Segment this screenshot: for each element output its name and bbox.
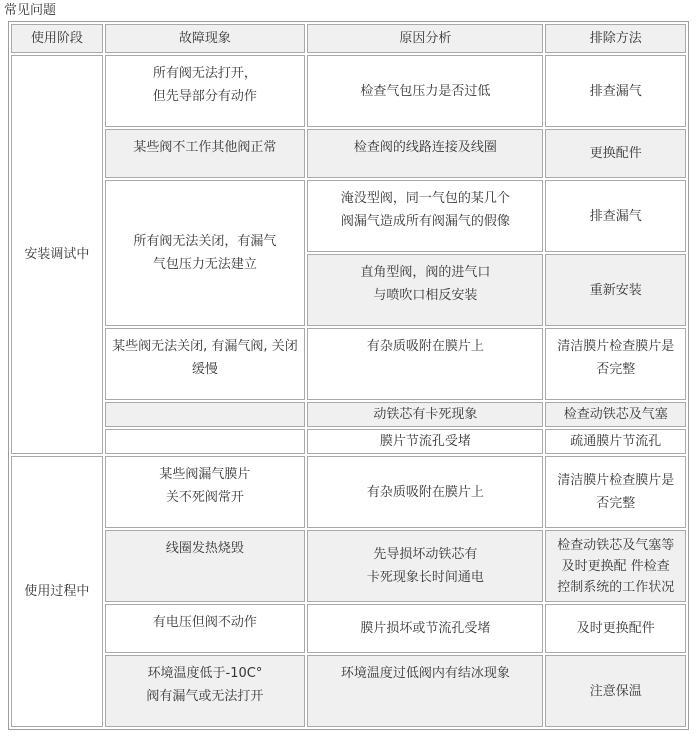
table-row [11,328,686,400]
table-row [11,129,686,178]
fix-cell: 清洁膜片检查膜片是 否完整 [545,328,686,400]
fix-cell: 疏通膜片节流孔 [545,429,686,454]
symptom-cell [105,429,306,454]
symptom-cell: 环境温度低于-10C° 阀有漏气或无法打开 [105,655,306,727]
cause-cell: 膜片损坏或节流孔受堵 [307,604,543,653]
fix-cell: 排查漏气 [545,180,686,252]
cause-cell: 检查气包压力是否过低 [307,55,543,127]
symptom-cell: 某些阀无法关闭, 有漏气阀, 关闭 缓慢 [105,328,306,400]
header-row [11,24,686,53]
header-symptom: 故障现象 [105,24,306,53]
fix-cell: 清洁膜片检查膜片是 否完整 [545,456,686,528]
table-row [11,604,686,653]
stage-install: 安装调试中 [11,55,103,454]
table-row [11,530,686,602]
fix-cell: 及时更换配件 [545,604,686,653]
table-row [11,429,686,454]
symptom-cell: 所有阀无法关闭，有漏气 气包压力无法建立 [105,180,306,326]
fix-cell: 排查漏气 [545,55,686,127]
symptom-cell: 某些阀漏气膜片 关不死阀常开 [105,456,306,528]
header-stage: 使用阶段 [11,24,103,53]
cause-cell: 动铁芯有卡死现象 [307,402,543,427]
cause-cell: 先导损坏动铁芯有 卡死现象长时间通电 [307,530,543,602]
header-fix: 排除方法 [545,24,686,53]
symptom-cell: 某些阀不工作其他阀正常 [105,129,306,178]
table-row [11,402,686,427]
cause-cell: 膜片节流孔受堵 [307,429,543,454]
table-row [11,55,686,127]
table-row [11,180,686,252]
fix-cell: 检查动铁芯及气塞等 及时更换配 件检查 控制系统的工作状况 [545,530,686,602]
fix-cell: 更换配件 [545,129,686,178]
cause-cell: 直角型阀，阀的进气口 与喷吹口相反安装 [307,254,543,326]
cause-cell: 检查阀的线路连接及线圈 [307,129,543,178]
symptom-cell: 所有阀无法打开， 但先导部分有动作 [105,55,306,127]
faq-table [8,21,689,730]
table-row [11,456,686,528]
stage-use: 使用过程中 [11,456,103,727]
fix-cell: 重新安装 [545,254,686,326]
section-title: 常见问题 [4,3,57,18]
fix-cell: 检查动铁芯及气塞 [545,402,686,427]
header-cause: 原因分析 [307,24,543,53]
cause-cell: 有杂质吸附在膜片上 [307,456,543,528]
symptom-cell: 线圈发热烧毁 [105,530,306,602]
symptom-cell [105,402,306,427]
cause-cell: 淹没型阀，同一气包的某几个 阀漏气造成所有阀漏气的假像 [307,180,543,252]
cause-cell: 环境温度过低阀内有结冰现象 [307,655,543,727]
fix-cell: 注意保温 [545,655,686,727]
table-row [11,655,686,727]
cause-cell: 有杂质吸附在膜片上 [307,328,543,400]
symptom-cell: 有电压但阀不动作 [105,604,306,653]
